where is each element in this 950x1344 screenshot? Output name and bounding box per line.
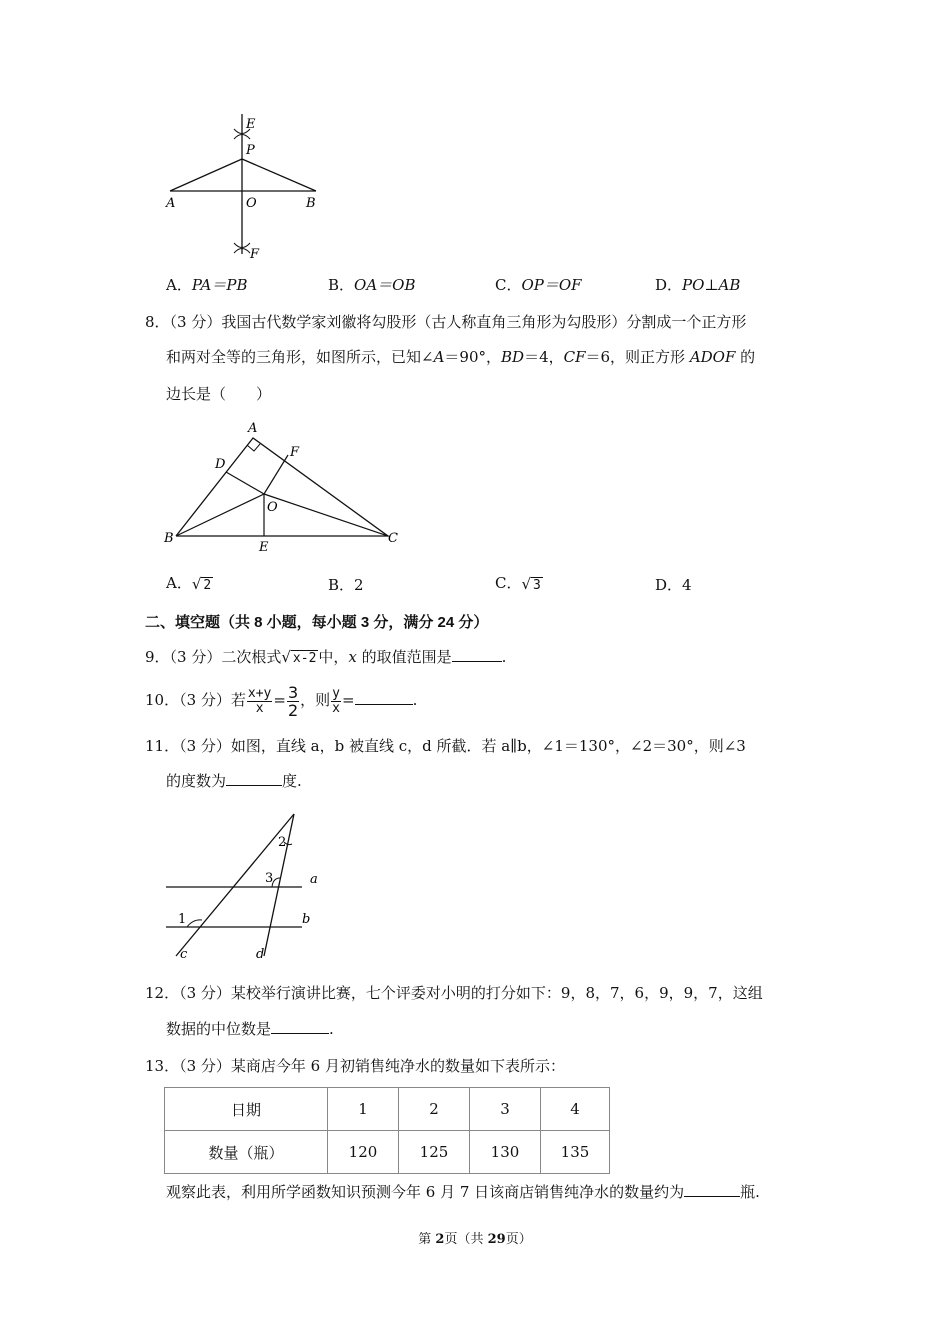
q11-line-1: 11．（3 分）如图，直线 a，b 被直线 c，d 所截．若 a∥b，∠1＝130°，∠2＝30°，则∠3 [145,737,746,755]
fraction-xy-over-x: $\frac{x+y}{x}$ [247,685,272,716]
q8-choice-d: D．4 [655,576,692,594]
table-cell: 2 [399,1088,470,1131]
q9-line: 9．（3 分）二次根式√ x-2 中，x 的取值范围是 . [145,647,506,669]
table-row [165,1131,610,1174]
right-angle-mark [247,444,260,451]
label-d: d [256,947,265,962]
label-2: 2 [278,835,287,850]
label-f: F [290,445,300,460]
q7-choice-b: B．OA＝OB [328,276,416,294]
q11-line-2: 的度数为 度. [166,772,302,790]
sqrt-symbol: √ 3 [521,575,541,593]
answer-blank[interactable] [355,690,413,705]
q7-figure [160,112,330,262]
section-heading: 二、填空题（共 8 小题，每小题 3 分，满分 24 分） [145,614,489,631]
label-a: A [248,421,258,436]
table-cell: 125 [399,1131,470,1174]
q12-line-1: 12．（3 分）某校举行演讲比赛，七个评委对小明的打分如下：9，8，7，6，9，9，7，这组 [145,984,763,1002]
label-b: B [164,531,174,546]
q7-choice-c: C．OP＝OF [495,276,582,294]
label-a: a [310,872,318,887]
label-d: D [215,457,226,472]
label-e: E [259,540,269,555]
fraction-3-over-2: $\frac{3}{2}$ [287,682,299,720]
line-c [176,814,294,956]
table-cell: 日期 [165,1088,328,1131]
label-3: 3 [265,871,274,886]
segment-do [226,472,264,494]
label-a: A [166,196,176,211]
q8-choice-a: A．√ 2 [166,574,212,593]
answer-blank[interactable] [684,1182,740,1197]
q11-figure [160,806,330,966]
label-c: C [388,531,398,546]
answer-blank[interactable] [271,1019,329,1034]
label-e: E [246,117,256,132]
q8-choice-c: C．√ 3 [495,574,541,593]
label-f: F [250,247,260,262]
q13-line-1: 13．（3 分）某商店今年 6 月初销售纯净水的数量如下表所示： [145,1057,565,1075]
sales-table [164,1087,610,1174]
label-1: 1 [178,912,187,927]
table-row [165,1088,610,1131]
q12-line-2: 数据的中位数是 . [166,1020,334,1038]
q13-line-2: 观察此表，利用所学函数知识预测今年 6 月 7 日该商店销售纯净水的数量约为 瓶. [166,1183,760,1201]
q8-choice-b: B．2 [328,576,364,594]
table-cell: 130 [470,1131,541,1174]
q10-line: 10．（3 分）若 $\frac{x+y}{x}$ = $\frac{3}{2}$ ，则 $\frac{y}{x}$ = . [145,682,418,720]
label-o: O [267,500,278,515]
fraction-y-over-x: $\frac{y}{x}$ [332,685,340,716]
q7-choice-d: D．PO⊥AB [655,276,741,294]
label-b: B [306,196,316,211]
q8-line-2: 和两对全等的三角形，如图所示，已知∠A＝90°，BD＝4，CF＝6，则正方形 ADOF 的 [166,348,756,366]
q8-figure [160,418,410,558]
sqrt-symbol: √ x-2 [281,648,317,666]
q7-choice-a: A．PA＝PB [166,276,248,294]
table-cell: 135 [541,1131,610,1174]
label-c: c [180,947,188,962]
segment-bo [176,494,264,536]
page-number: 2 [435,1232,445,1247]
segment-pa [170,159,242,191]
table-cell: 3 [470,1088,541,1131]
answer-blank[interactable] [452,647,502,662]
label-o: O [246,196,257,211]
angle-1-arc [187,920,202,927]
table-cell: 120 [328,1131,399,1174]
page-footer: 第 2页（共 29页） [418,1232,532,1247]
table-cell: 1 [328,1088,399,1131]
label-b: b [302,912,311,927]
table-cell: 数量（瓶） [165,1131,328,1174]
table-cell: 4 [541,1088,610,1131]
page-total: 29 [487,1232,506,1247]
sqrt-symbol: √ 2 [191,575,212,593]
q8-line-3: 边长是（ ） [166,385,272,403]
q8-line-1: 8．（3 分）我国古代数学家刘徽将勾股形（古人称直角三角形为勾股形）分割成一个正方形 [145,313,747,331]
segment-fo [264,455,288,494]
segment-pb [242,159,316,191]
segment-co [264,494,388,536]
label-p: P [246,143,255,158]
answer-blank[interactable] [226,771,282,786]
